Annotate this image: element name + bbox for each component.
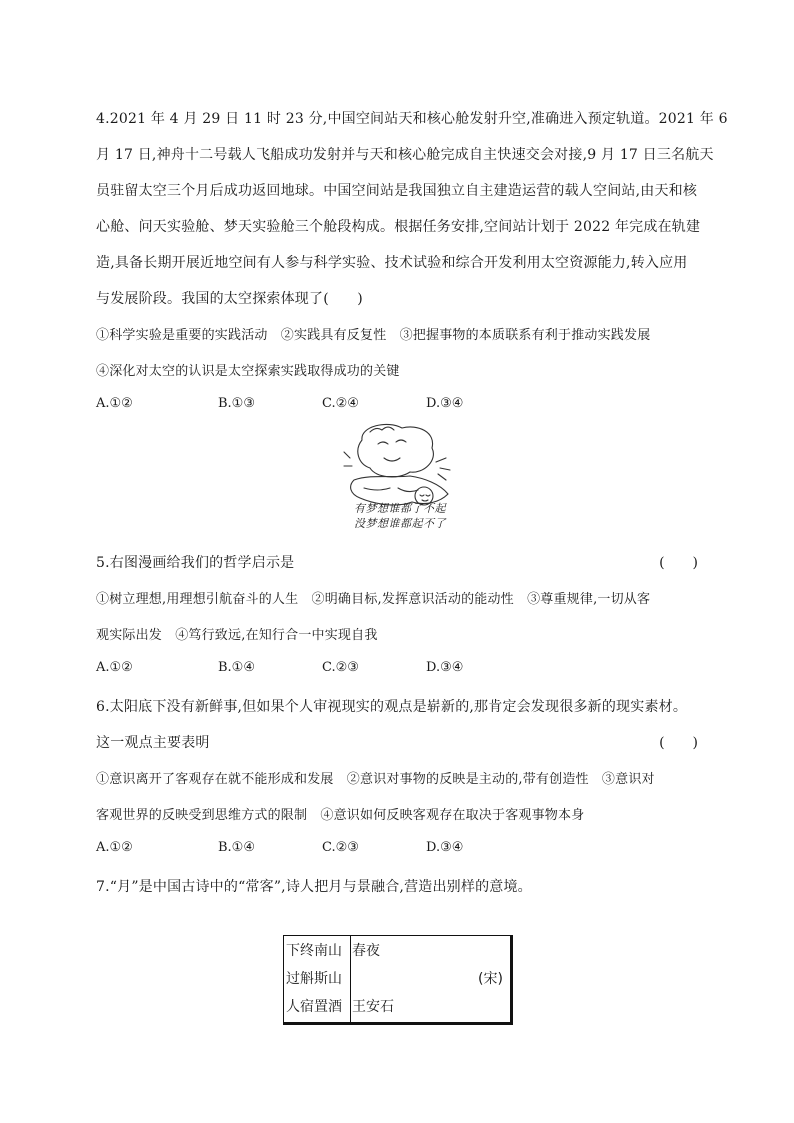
cartoon-caption-2: 没梦想谁都起不了 [354, 517, 446, 530]
q4-line: 造,具备长期开展近地空间有人参与科学实验、技术试验和综合开发利用太空资源能力,转入应用 [96, 255, 688, 271]
q5-statement: 观实际出发 ④笃行致远,在知行合一中实现自我 [96, 628, 378, 643]
poem-title: 春夜 [352, 943, 380, 959]
q4-line: 心舱、问天实验舱、梦天实验舱三个舱段构成。根据任务安排,空间站计划于 2022 年完成在轨建 [96, 219, 701, 235]
q6-statement: ①意识离开了客观存在就不能形成和发展 ②意识对事物的反映是主动的,带有创造性 ③意识对 [96, 772, 655, 787]
q5-answer-paren: ( ) [659, 555, 698, 571]
poem-dynasty: (宋) [478, 971, 503, 987]
q5-statement: ①树立理想,用理想引航奋斗的人生 ②明确目标,发挥意识活动的能动性 ③尊重规律,一切从客 [96, 592, 651, 607]
q4-line: 员驻留太空三个月后成功返回地球。中国空间站是我国独立自主建造运营的载人空间站,由天和核 [96, 183, 698, 199]
q6-stem-line2: 这一观点主要表明 [96, 735, 210, 751]
cartoon-caption-1: 有梦想谁都了不起 [354, 502, 446, 515]
q7-stem: 7.“月”是中国古诗中的“常客”,诗人把月与景融合,营造出别样的意境。 [96, 879, 532, 895]
q6-statement: 客观世界的反映受到思维方式的限制 ④意识如何反映客观存在取决于客观事物本身 [96, 808, 585, 823]
option-d[interactable]: D.③④ [426, 840, 464, 855]
q4-statement: ④深化对太空的认识是太空探索实践取得成功的关键 [96, 364, 400, 379]
option-a[interactable]: A.①② [96, 840, 133, 855]
q6-stem-line1: 6.太阳底下没有新鲜事,但如果个人审视现实的观点是崭新的,那肯定会发现很多新的现实素材。 [96, 699, 688, 715]
option-a[interactable]: A.①② [96, 660, 133, 675]
poem-table [283, 935, 513, 1025]
option-c[interactable]: C.②④ [322, 396, 359, 411]
q4-line: 月 17 日,神舟十二号载人飞船成功发射并与天和核心舱完成自主快速交会对接,9 月 17 日三名航天 [96, 147, 714, 163]
q4-statement: ①科学实验是重要的实践活动 ②实践具有反复性 ③把握事物的本质联系有利于推动实践发展 [96, 328, 651, 343]
poem-title-column [284, 936, 351, 1022]
q4-line: 4.2021 年 4 月 29 日 11 时 23 分,中国空间站天和核心舱发射升空,准确进入预定轨道。2021 年 6 [96, 111, 728, 127]
option-c[interactable]: C.②③ [322, 660, 359, 675]
q5-stem: 5.右图漫画给我们的哲学启示是 [96, 555, 295, 571]
poem-title-line: 下终南山 [286, 943, 342, 959]
option-b[interactable]: B.①③ [218, 396, 255, 411]
poem-title-line: 人宿置酒 [286, 999, 342, 1015]
poem-author: 王安石 [352, 999, 394, 1015]
option-d[interactable]: D.③④ [426, 396, 464, 411]
option-b[interactable]: B.①④ [218, 660, 255, 675]
q6-answer-paren: ( ) [659, 735, 698, 751]
option-a[interactable]: A.①② [96, 396, 133, 411]
option-d[interactable]: D.③④ [426, 660, 464, 675]
q4-line: 与发展阶段。我国的太空探索体现了( ) [96, 291, 363, 307]
poem-title-line: 过斛斯山 [286, 971, 342, 987]
option-b[interactable]: B.①④ [218, 840, 255, 855]
option-c[interactable]: C.②③ [322, 840, 359, 855]
